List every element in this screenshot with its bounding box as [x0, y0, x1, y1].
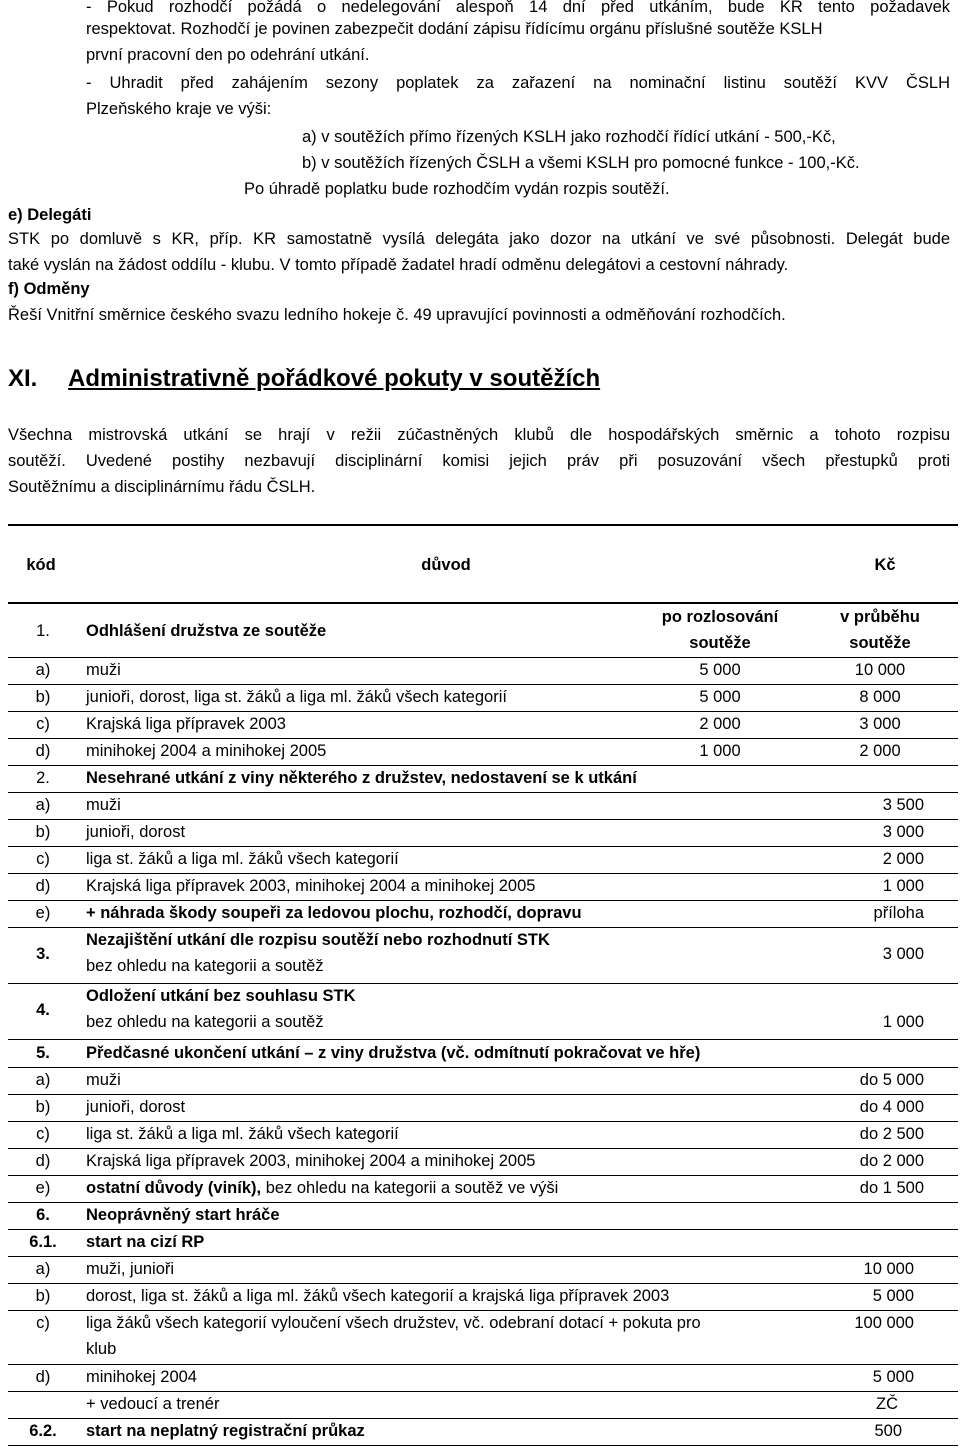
row-text-rest: bez ohledu na kategorii a soutěž ve výši [261, 1179, 559, 1197]
s3-title: Nezajištění utkání dle rozpisu soutěží nebo rozhodnutí STK [86, 931, 550, 949]
header-bottom-border [8, 602, 958, 604]
s1-col1-label-1: po rozlosování [661, 608, 779, 626]
row-divider [8, 1229, 958, 1230]
row-code: d) [35, 1152, 51, 1170]
row-amount: 2 000 [882, 850, 924, 868]
s1-col1-label-2: soutěže [689, 634, 751, 652]
row-divider [8, 657, 958, 658]
s61-code: 6.1. [29, 1233, 57, 1251]
row-code: b) [35, 1287, 51, 1305]
s1-col2-label-2: soutěže [849, 634, 911, 652]
row-divider [8, 1202, 958, 1203]
s3-amount: 3 000 [882, 945, 924, 963]
row-divider [8, 738, 958, 739]
row-amount-1: 2 000 [699, 715, 741, 733]
intro-p2-item-a: a) v soutěžích přímo řízených KSLH jako rozhodčí řídící utkání - 500,-Kč, [302, 128, 836, 146]
row-text: dorost, liga st. žáků a liga ml. žáků všech kategorií a krajská liga přípravek 2003 [86, 1287, 670, 1305]
s62-code: 6.2. [29, 1422, 57, 1440]
section-e-line1: STK po domluvě s KR, příp. KR samostatně vysílá delegáta jako dozor na utkání ve své působnosti. Delegát bude [8, 230, 950, 248]
chapter-para-line2: soutěží. Uvedené postihy nezbavují disciplinární komisi jejich práv při posuzování všech přestupků proti [8, 452, 950, 470]
row-code: d) [35, 742, 51, 760]
section-e-heading: e) Delegáti [8, 206, 92, 224]
s6-code: 6. [36, 1206, 50, 1224]
s4-amount: 1 000 [882, 1013, 924, 1031]
row-amount-2: 2 000 [859, 742, 901, 760]
row-code: d) [35, 1368, 51, 1386]
row-amount: ZČ [876, 1395, 898, 1413]
row-text-continued: klub [86, 1340, 117, 1358]
header-code: kód [26, 556, 56, 574]
intro-p1-line2: respektovat. Rozhodčí je povinen zabezpečit dodání zápisu řídícímu orgánu příslušné soutěže KSLH [86, 20, 823, 38]
row-divider [8, 1391, 958, 1392]
row-code: a) [35, 1260, 51, 1278]
row-text: + náhrada škody soupeři za ledovou plochu, rozhodčí, dopravu [86, 904, 582, 922]
row-divider [8, 1039, 958, 1040]
row-text: muži [86, 661, 121, 679]
s1-col2-label-1: v průběhu [840, 608, 920, 626]
row-amount-2: 10 000 [854, 661, 906, 679]
chapter-title: Administrativně pořádkové pokuty v soutěžích [68, 365, 601, 392]
row-amount: do 2 000 [859, 1152, 924, 1170]
row-code: b) [35, 688, 51, 706]
row-text-bold: ostatní důvody (viník), [86, 1179, 262, 1197]
row-divider [8, 711, 958, 712]
row-amount-1: 5 000 [699, 661, 741, 679]
row-divider [8, 1364, 958, 1365]
row-divider [8, 1310, 958, 1311]
row-code: c) [36, 1314, 50, 1332]
section-f-line1: Řeší Vnitřní směrnice českého svazu ledního hokeje č. 49 upravující povinnosti a odměňování rozhodčích. [8, 306, 786, 324]
row-amount: 100 000 [854, 1314, 914, 1332]
row-code: d) [35, 877, 51, 895]
row-divider [8, 873, 958, 874]
row-text: liga žáků všech kategorií vyloučení všech družstev, vč. odebraní dotací + pokuta pro [86, 1314, 701, 1332]
chapter-para-line1: Všechna mistrovská utkání se hrají v režii zúčastněných klubů dle hospodářských směrnic a tohoto rozpisu [8, 426, 950, 444]
table-top-border [8, 524, 958, 526]
intro-p2-line1: - Uhradit před zahájením sezony poplatek za zařazení na nominační listinu soutěží KVV ČSLH [86, 74, 950, 92]
row-divider [8, 1445, 958, 1446]
s3-subtitle: bez ohledu na kategorii a soutěž [86, 957, 324, 975]
row-divider [8, 1094, 958, 1095]
row-divider [8, 900, 958, 901]
row-text: liga st. žáků a liga ml. žáků všech kategorií [86, 850, 399, 868]
row-code: a) [35, 1071, 51, 1089]
row-amount: do 2 500 [859, 1125, 924, 1143]
row-text: Krajská liga přípravek 2003, minihokej 2004 a minihokej 2005 [86, 1152, 536, 1170]
row-code: e) [35, 1179, 51, 1197]
s62-title: start na neplatný registrační průkaz [86, 1422, 365, 1440]
header-reason: důvod [421, 556, 471, 574]
row-divider [8, 1121, 958, 1122]
row-text: liga st. žáků a liga ml. žáků všech kategorií [86, 1125, 399, 1143]
s3-code: 3. [36, 945, 50, 963]
row-amount: do 4 000 [859, 1098, 924, 1116]
row-amount: 5 000 [872, 1287, 914, 1305]
row-divider [8, 1148, 958, 1149]
row-text: junioři, dorost [86, 1098, 186, 1116]
row-text: muži [86, 1071, 121, 1089]
row-text: junioři, dorost [86, 823, 186, 841]
row-text: + vedoucí a trenér [86, 1395, 220, 1413]
s4-code: 4. [36, 1001, 50, 1019]
row-amount: 3 500 [882, 796, 924, 814]
s1-code: 1. [36, 622, 50, 640]
intro-p1-line1: - Pokud rozhodčí požádá o nedelegování alespoň 14 dní před utkáním, bude KR tento požadavek [86, 0, 950, 16]
row-divider [8, 846, 958, 847]
row-text: minihokej 2004 [86, 1368, 197, 1386]
s5-code: 5. [36, 1044, 50, 1062]
row-text: Krajská liga přípravek 2003 [86, 715, 286, 733]
intro-p1-line3: první pracovní den po odehrání utkání. [86, 46, 370, 64]
row-divider [8, 819, 958, 820]
row-text: muži, junioři [86, 1260, 175, 1278]
s62-amount: 500 [874, 1422, 902, 1440]
row-divider [8, 684, 958, 685]
row-divider [8, 1175, 958, 1176]
row-amount: do 1 500 [859, 1179, 924, 1197]
row-code: c) [36, 850, 50, 868]
row-divider [8, 765, 958, 766]
chapter-para-line3: Soutěžnímu a disciplinárnímu řádu ČSLH. [8, 478, 316, 496]
row-amount: do 5 000 [859, 1071, 924, 1089]
row-divider [8, 1283, 958, 1284]
s2-title: Nesehrané utkání z viny některého z družstev, nedostavení se k utkání [86, 769, 637, 787]
row-amount-1: 1 000 [699, 742, 741, 760]
section-f-heading: f) Odměny [8, 280, 90, 298]
row-amount: 1 000 [882, 877, 924, 895]
row-text: minihokej 2004 a minihokej 2005 [86, 742, 327, 760]
row-amount-1: 5 000 [699, 688, 741, 706]
s1-title: Odhlášení družstva ze soutěže [86, 622, 327, 640]
row-text: Krajská liga přípravek 2003, minihokej 2004 a minihokej 2005 [86, 877, 536, 895]
row-amount: 3 000 [882, 823, 924, 841]
row-code: e) [35, 904, 51, 922]
row-divider [8, 1067, 958, 1068]
row-divider [8, 983, 958, 984]
intro-p2-note: Po úhradě poplatku bude rozhodčím vydán rozpis soutěží. [244, 180, 670, 198]
s5-title: Předčasné ukončení utkání – z viny družstva (vč. odmítnutí pokračovat ve hře) [86, 1044, 701, 1062]
intro-p2-item-b: b) v soutěžích řízených ČSLH a všemi KSLH pro pomocné funkce - 100,-Kč. [302, 154, 860, 172]
s4-title: Odložení utkání bez souhlasu STK [86, 987, 356, 1005]
row-amount: příloha [873, 904, 924, 922]
s2-code: 2. [36, 769, 50, 787]
row-code: b) [35, 823, 51, 841]
row-code: b) [35, 1098, 51, 1116]
row-amount-2: 3 000 [859, 715, 901, 733]
header-amount: Kč [874, 556, 896, 574]
row-divider [8, 927, 958, 928]
s61-title: start na cizí RP [86, 1233, 205, 1251]
row-divider [8, 1418, 958, 1419]
row-code: a) [35, 796, 51, 814]
row-code: c) [36, 1125, 50, 1143]
row-text: muži [86, 796, 121, 814]
chapter-number: XI. [8, 365, 38, 392]
row-amount-2: 8 000 [859, 688, 901, 706]
row-text [86, 1179, 558, 1198]
intro-p2-line2: Plzeňského kraje ve výši: [86, 100, 272, 118]
row-code: a) [35, 661, 51, 679]
row-code: c) [36, 715, 50, 733]
row-amount: 5 000 [872, 1368, 914, 1386]
s4-subtitle: bez ohledu na kategorii a soutěž [86, 1013, 324, 1031]
row-divider [8, 1256, 958, 1257]
section-e-line2: také vyslán na žádost oddílu - klubu. V tomto případě žadatel hradí odměnu delegátovi a cestovní náhrady. [8, 256, 789, 274]
s6-title: Neoprávněný start hráče [86, 1206, 280, 1224]
row-divider [8, 792, 958, 793]
row-amount: 10 000 [863, 1260, 914, 1278]
row-text: junioři, dorost, liga st. žáků a liga ml. žáků všech kategorií [86, 688, 507, 706]
